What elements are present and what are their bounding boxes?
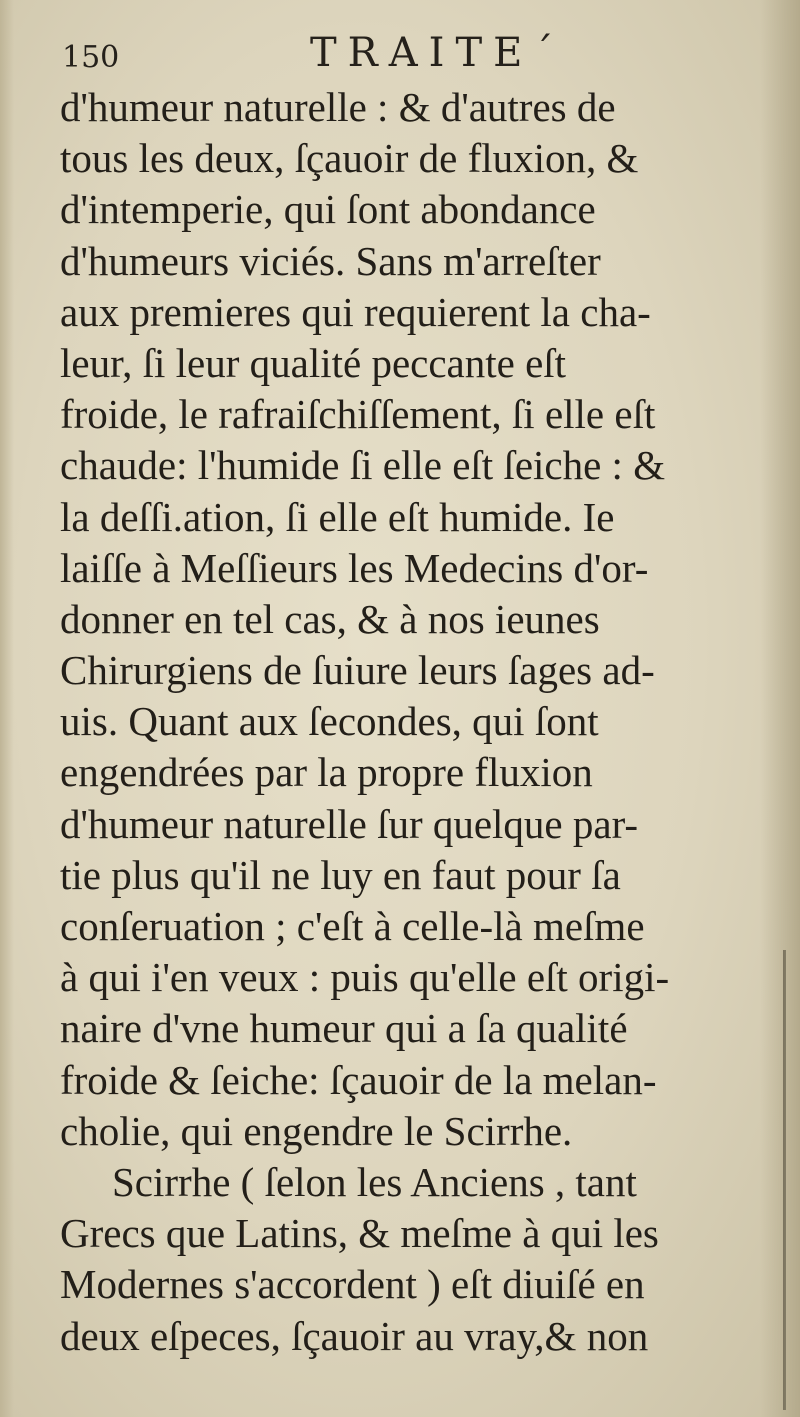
- text-line-21: cholie, qui engendre le Scirrhe.: [60, 1107, 573, 1154]
- text-line-19: naire d'vne humeur qui a ſa qualité: [60, 1005, 628, 1052]
- text-line-5: aux premieres qui requierent la cha-: [60, 288, 651, 335]
- text-line-23: Grecs que Latins, & meſme à qui les: [60, 1210, 659, 1257]
- running-title: TRAITE´: [310, 30, 565, 76]
- page-edge-shadow: [783, 950, 786, 1410]
- page-header: [62, 30, 762, 84]
- text-line-15: d'humeur naturelle ſur quelque par-: [60, 800, 639, 847]
- text-line-7: froide, le rafraiſchiſſement, ſi elle eſt: [60, 391, 656, 438]
- text-line-14: engendrées par la propre fluxion: [60, 749, 593, 796]
- body-text: [60, 82, 775, 1362]
- text-line-6: leur, ſi leur qualité peccante eſt: [60, 339, 567, 386]
- text-line-13: uis. Quant aux ſecondes, qui ſont: [60, 698, 599, 745]
- page-number: 150: [62, 40, 120, 75]
- text-line-1: d'humeur naturelle : & d'autres de: [60, 84, 616, 130]
- text-line-11: donner en tel cas, & à nos ieunes: [60, 595, 600, 642]
- text-line-17: conſeruation ; c'eſt à celle-là meſme: [60, 903, 645, 949]
- text-line-8: chaude: l'humide ſi elle eſt ſeiche : &: [60, 442, 666, 489]
- text-line-10: laiſſe à Meſſieurs les Medecins d'or-: [60, 544, 649, 591]
- text-line-16: tie plus qu'il ne luy en faut pour ſa: [60, 851, 621, 898]
- text-line-25: deux eſpeces, ſçauoir au vray,& non: [60, 1312, 649, 1359]
- text-line-24: Modernes s'accordent ) eſt diuiſé en: [60, 1261, 645, 1308]
- text-line-12: Chirurgiens de ſuiure leurs ſages ad-: [60, 647, 655, 694]
- text-line-2: tous les deux, ſçauoir de fluxion, &: [60, 135, 639, 182]
- text-line-22: Scirrhe ( ſelon les Anciens , tant: [112, 1158, 637, 1205]
- text-line-3: d'intemperie, qui ſont abondance: [60, 186, 596, 233]
- text-line-9: la deſſi.ation, ſi elle eſt humide. Ie: [60, 493, 615, 540]
- text-line-20: froide & ſeiche: ſçauoir de la melan-: [60, 1056, 657, 1103]
- text-line-18: à qui i'en veux : puis qu'elle eſt origi-: [60, 954, 670, 1001]
- text-line-4: d'humeurs viciés. Sans m'arreſter: [60, 237, 601, 284]
